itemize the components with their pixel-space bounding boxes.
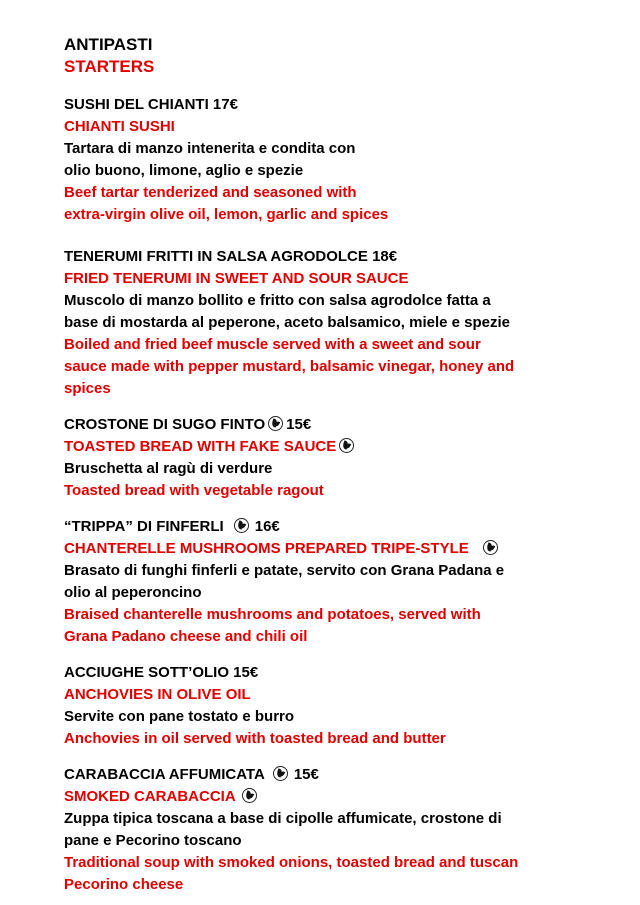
dish-desc-it: Brasato di funghi finferli e patate, servito con Grana Padana e [64, 562, 505, 579]
dish-name: CROSTONE DI SUGO FINTO [64, 416, 266, 433]
dish-name-en-text: SMOKED CARABACCIA [64, 788, 236, 805]
section-title-it: ANTIPASTI [64, 35, 153, 54]
dish-desc-it: olio buono, limone, aglio e spezie [64, 162, 304, 179]
dish-name-it [64, 94, 640, 116]
dish-desc-it: Zuppa tipica toscana a base di cipolle affumicate, crostone di [64, 810, 502, 827]
leaf-icon [234, 518, 249, 533]
dish-price: 18€ [372, 248, 398, 265]
dish-name: SUSHI DEL CHIANTI [64, 96, 209, 113]
dish-desc-en: Traditional soup with smoked onions, toasted bread and tuscan [64, 854, 519, 871]
dish-name: ACCIUGHE SOTT’OLIO [64, 664, 229, 681]
dish-desc-en: Braised chanterelle mushrooms and potatoes, served with [64, 606, 481, 623]
leaf-icon [242, 788, 257, 803]
dish-desc-en: Toasted bread with vegetable ragout [64, 482, 324, 499]
dish-price: 15€ [286, 416, 312, 433]
dish-desc-en: Beef tartar tenderized and seasoned with [64, 184, 357, 201]
leaf-icon [273, 766, 288, 781]
dish-name: CARABACCIA AFFUMICATA [64, 766, 265, 783]
dish-desc-it: Bruschetta al ragù di verdure [64, 460, 273, 477]
menu-item [64, 764, 640, 896]
section-title-en: STARTERS [64, 57, 155, 76]
dish-desc-it: Servite con pane tostato e burro [64, 708, 295, 725]
leaf-icon [268, 416, 283, 431]
dish-name-en-text: CHANTERELLE MUSHROOMS PREPARED TRIPE-STYLE [64, 540, 469, 557]
dish-price: 15€ [233, 664, 259, 681]
dish-desc-en: sauce made with pepper mustard, balsamic vinegar, honey and [64, 358, 515, 375]
dish-desc-en: Anchovies in oil served with toasted bread and butter [64, 730, 446, 747]
dish-price: 16€ [254, 518, 280, 535]
dish-desc-it: Tartara di manzo intenerita e condita con [64, 140, 356, 157]
dish-name-it [64, 516, 640, 538]
menu-item [64, 94, 640, 226]
menu-item [64, 414, 640, 502]
dish-price: 17€ [212, 96, 238, 113]
dish-desc-en: Grana Padano cheese and chili oil [64, 628, 308, 645]
dish-name-en [64, 538, 640, 560]
section-header [64, 34, 640, 78]
dish-desc-it: olio al peperoncino [64, 584, 202, 601]
dish-name: TENERUMI FRITTI IN SALSA AGRODOLCE [64, 248, 368, 265]
dish-desc-it: Muscolo di manzo bollito e fritto con salsa agrodolce fatta a [64, 292, 491, 309]
dish-name-en [64, 786, 640, 808]
dish-name-en [64, 436, 640, 458]
dish-desc-en: Pecorino cheese [64, 876, 184, 893]
menu-item [64, 246, 640, 400]
leaf-icon [483, 540, 498, 555]
dish-name-it [64, 246, 640, 268]
dish-name-en-text: TOASTED BREAD WITH FAKE SAUCE [64, 438, 337, 455]
menu-item [64, 516, 640, 648]
dish-desc-it: base di mostarda al peperone, aceto balsamico, miele e spezie [64, 314, 511, 331]
dish-price: 15€ [293, 766, 319, 783]
leaf-icon [339, 438, 354, 453]
dish-desc-it: pane e Pecorino toscano [64, 832, 242, 849]
dish-desc-en: extra-virgin olive oil, lemon, garlic and spices [64, 206, 389, 223]
dish-desc-en: spices [64, 380, 111, 397]
dish-name: “TRIPPA” DI FINFERLI [64, 518, 224, 535]
dish-name-it [64, 662, 640, 684]
dish-name-en: CHIANTI SUSHI [64, 118, 175, 135]
dish-name-it [64, 764, 640, 786]
dish-name-en: FRIED TENERUMI IN SWEET AND SOUR SAUCE [64, 270, 409, 287]
dish-name-en: ANCHOVIES IN OLIVE OIL [64, 686, 251, 703]
dish-desc-en: Boiled and fried beef muscle served with a sweet and sour [64, 336, 481, 353]
menu-item [64, 662, 640, 750]
dish-name-it [64, 414, 640, 436]
